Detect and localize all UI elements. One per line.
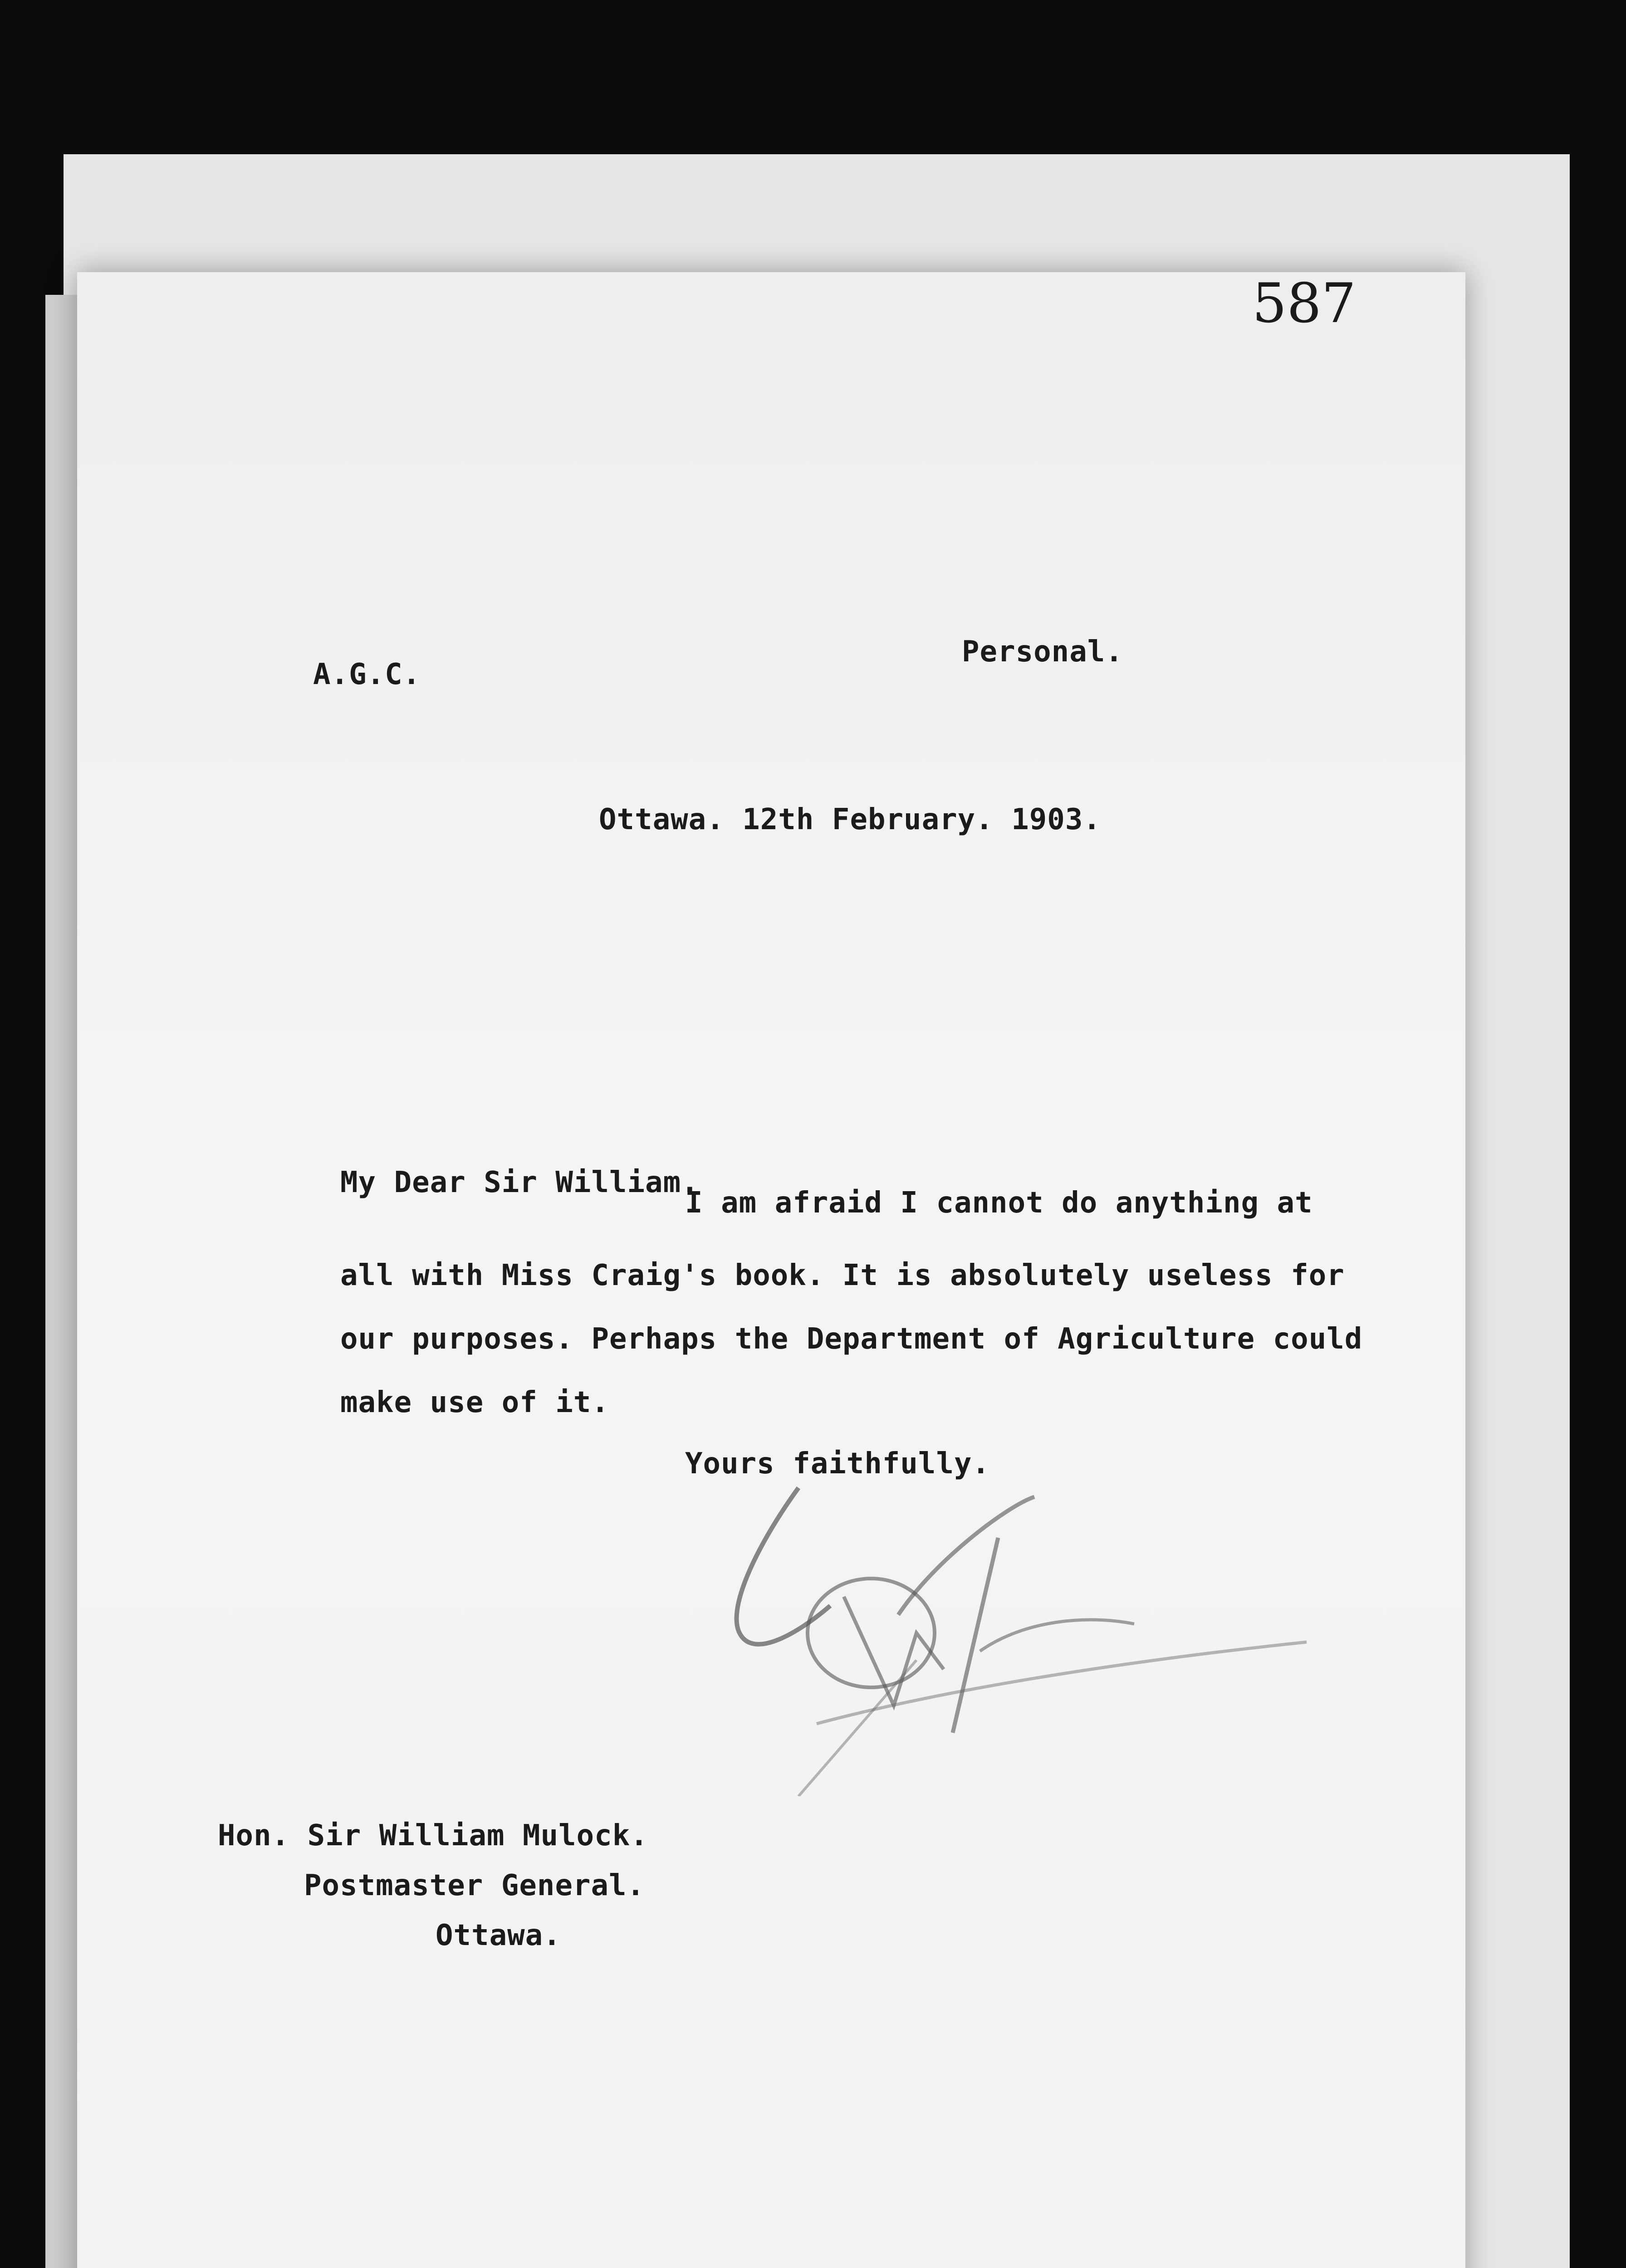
dateline: Ottawa. 12th February. 1903. — [599, 803, 1101, 836]
salutation: My Dear Sir William. — [340, 1166, 699, 1199]
page-number: 587 — [1252, 272, 1357, 335]
personal-marking: Personal. — [962, 635, 1123, 669]
body-line-2: all with Miss Craig's book. It is absolutely useless for — [340, 1259, 1345, 1292]
body-line-3: our purposes. Perhaps the Department of Agriculture could — [340, 1322, 1363, 1356]
reference-code: A.G.C. — [313, 658, 421, 691]
addressee-city: Ottawa. — [436, 1919, 561, 1952]
addressee-title: Postmaster General. — [304, 1869, 645, 1902]
addressee-name: Hon. Sir William Mulock. — [218, 1819, 648, 1853]
closing: Yours faithfully. — [685, 1447, 990, 1481]
body-line-4: make use of it. — [340, 1386, 609, 1419]
body-line-1: I am afraid I cannot do anything at — [685, 1186, 1313, 1220]
handwritten-signature — [681, 1470, 1316, 1796]
